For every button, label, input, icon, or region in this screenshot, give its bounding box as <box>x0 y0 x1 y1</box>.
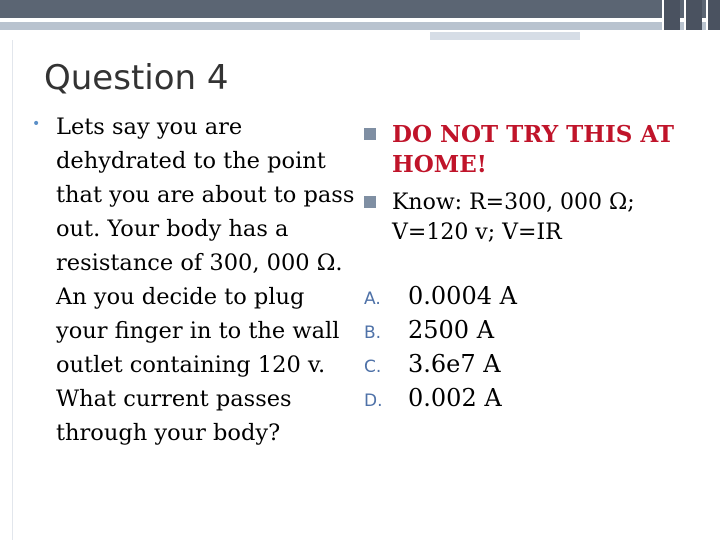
bullet-dot-icon: • <box>32 116 41 132</box>
warning-item <box>364 120 704 180</box>
known-values-text: Know: R=300, 000 Ω; V=120 v; V=IR <box>392 190 635 245</box>
top-decor-box <box>684 0 702 30</box>
top-decor-bar <box>0 0 720 18</box>
answer-letter: B. <box>364 323 382 343</box>
answer-list <box>364 282 704 418</box>
answer-text: 3.6e7 A <box>408 350 501 378</box>
answer-option <box>364 384 704 418</box>
answer-option <box>364 316 704 350</box>
slide-title: Question 4 <box>44 58 229 98</box>
warning-text: DO NOT TRY THIS AT HOME! <box>392 121 675 178</box>
answer-letter: D. <box>364 391 383 411</box>
answer-text: 2500 A <box>408 316 495 344</box>
top-decor-accent <box>430 32 580 40</box>
answer-text: 0.002 A <box>408 384 502 412</box>
top-decor-box <box>706 0 720 30</box>
top-decor-bar-light <box>0 22 720 30</box>
top-decor-box <box>662 0 680 30</box>
left-decor-rule <box>12 40 13 540</box>
answer-letter: A. <box>364 289 381 309</box>
square-bullet-icon <box>364 128 376 140</box>
answer-text: 0.0004 A <box>408 282 517 310</box>
answer-option <box>364 350 704 384</box>
info-column <box>364 120 704 418</box>
known-item <box>364 180 704 248</box>
question-text: Lets say you are dehydrated to the point that you are about to pass out. Your body has a resistance of 300, 000 Ω. An you decide to plug your finger in to the wall outlet containing 120 v. What current passes through your body? <box>56 114 355 446</box>
square-bullet-icon <box>364 196 376 208</box>
question-column <box>32 110 362 450</box>
answer-letter: C. <box>364 357 382 377</box>
question-bullet <box>32 110 362 450</box>
answer-option <box>364 282 704 316</box>
